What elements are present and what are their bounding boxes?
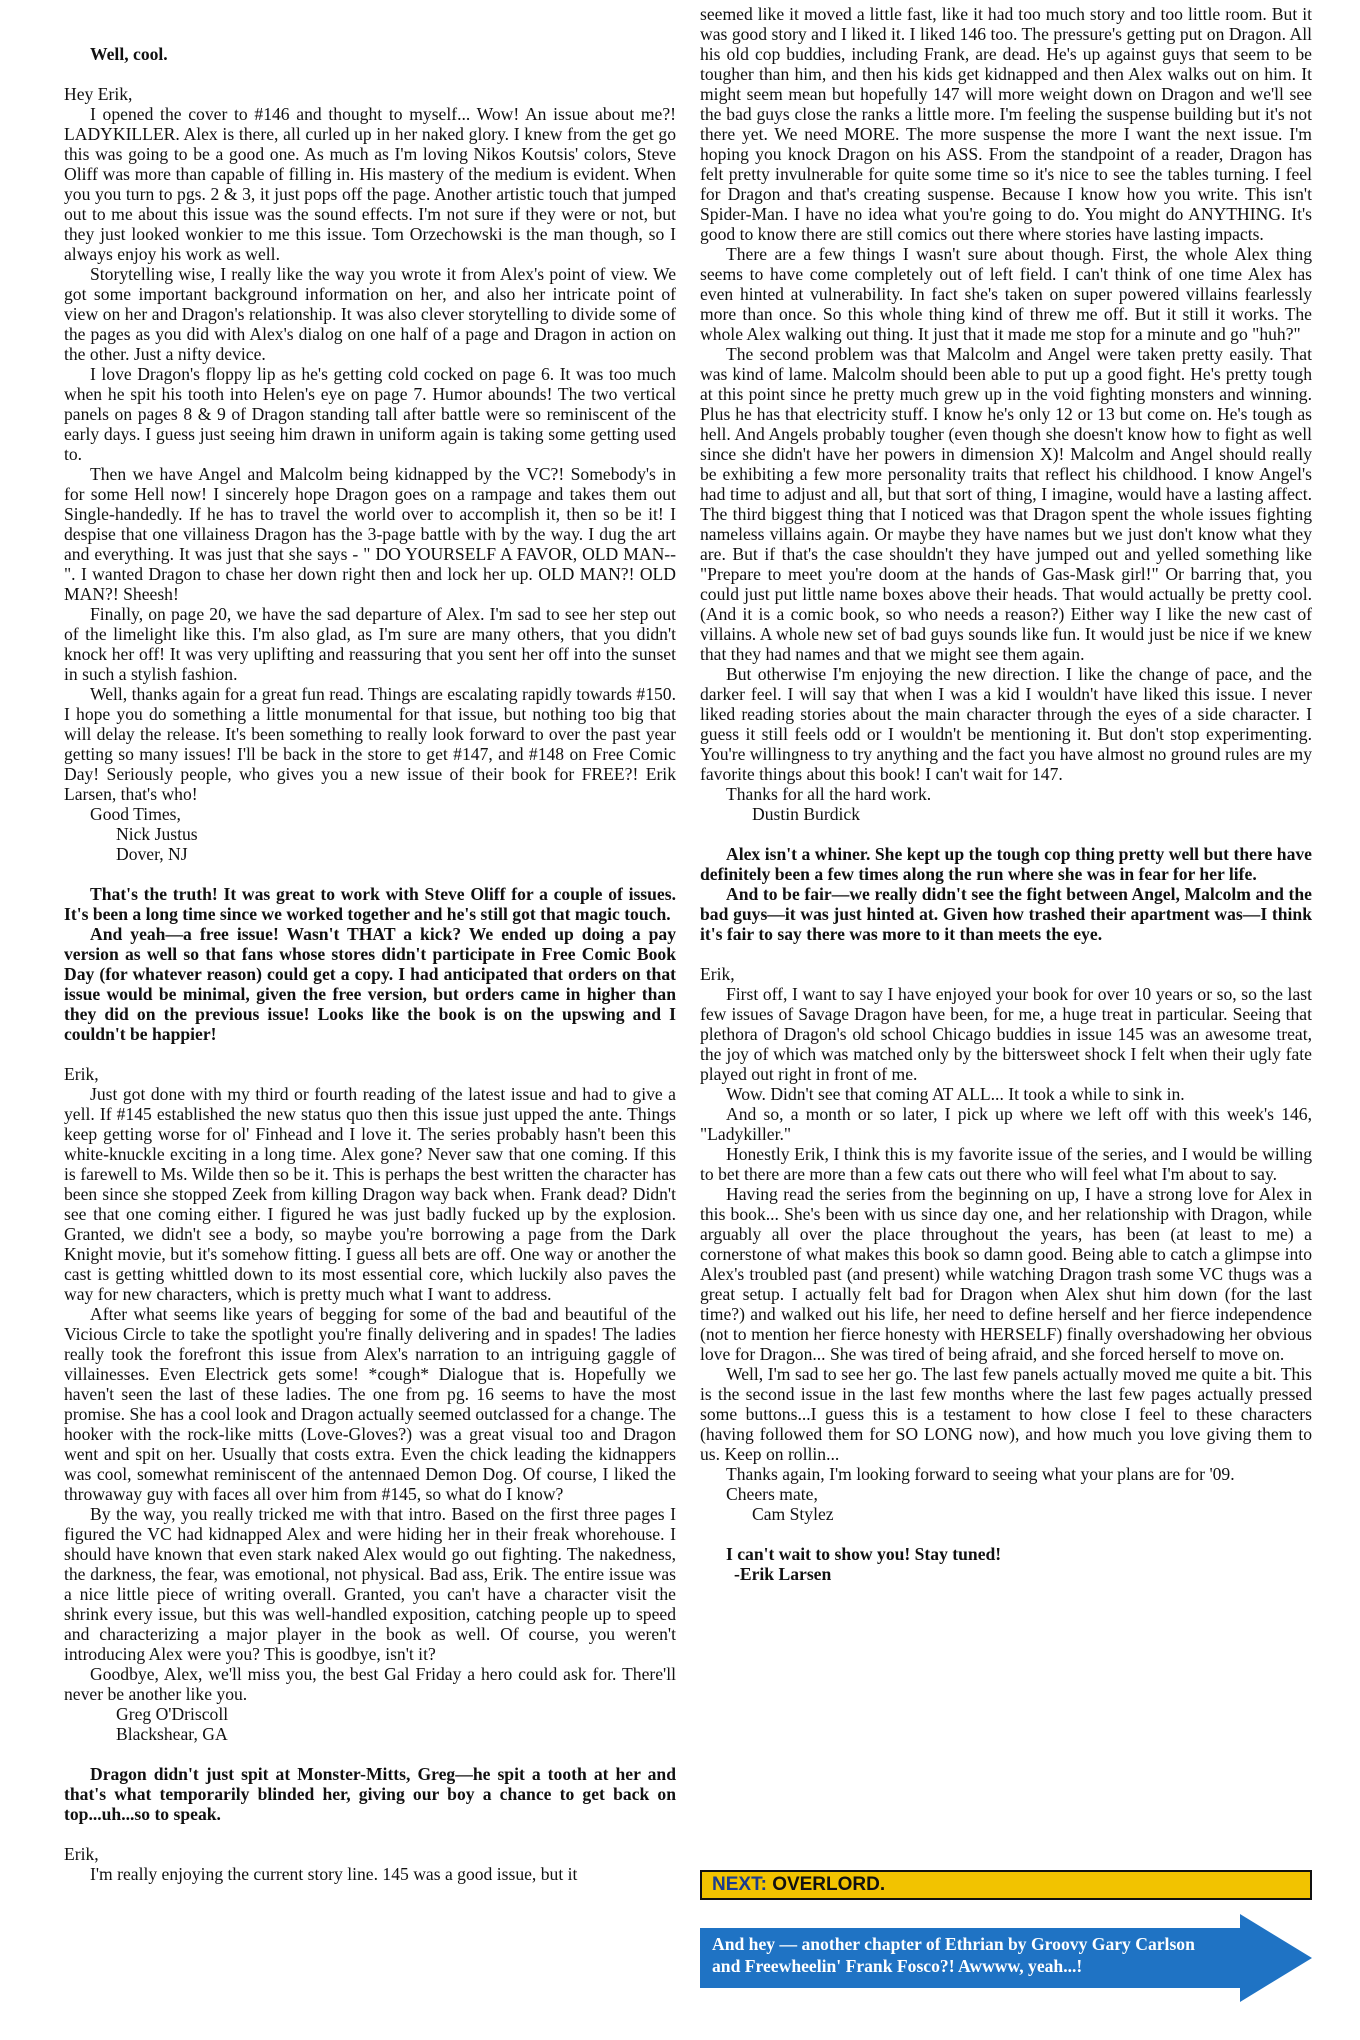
letter-paragraph: And so, a month or so later, I pick up where we left off with this week's 146, "Ladykiller." xyxy=(700,1104,1312,1144)
letter-paragraph: Wow. Didn't see that coming AT ALL... It took a while to sink in. xyxy=(726,1084,1185,1104)
reply-paragraph: Alex isn't a whiner. She kept up the tough cop thing pretty well but there have definitely been a few times along the run where she was in fear for her life. xyxy=(700,844,1312,884)
letter-salutation: Erik, xyxy=(64,1064,99,1084)
letter-greg-odriscoll xyxy=(64,1064,676,1744)
promo-text xyxy=(712,1933,1242,1977)
promo-line: And hey — another chapter of Ethrian by Groovy Gary Carlson xyxy=(712,1934,1195,1954)
letter-paragraph: Well, thanks again for a great fun read. Things are escalating rapidly towards #150. I hope you do something a little monumental for that issue, but nothing too big that will delay the release. It's been something to really look forward to over the past year getting so many issues! I'll be back in the store to get #147, and #148 on Free Comic Day! Seriously people, who gives you a new issue of their book for FREE?! Erik Larsen, that's who! xyxy=(64,684,676,804)
reply-paragraph: And to be fair—we really didn't see the fight between Angel, Malcolm and the bad guys—it was just hinted at. Given how trashed their apartment was—I think it's fair to say there was more to it than meets the eye. xyxy=(700,884,1312,944)
next-issue-box xyxy=(700,1870,1312,1900)
letter-paragraph: After what seems like years of begging for some of the bad and beautiful of the Vicious Circle to take the spotlight you're finally delivering and in spades! The ladies really took the forefront this issue from Alex's narration to an intriguing gaggle of villainesses. Even Electrick gets some! *cough* Dialogue that is. Hopefully we haven't seen the last of these ladies. The one from pg. 16 seems to have the most promise. She has a cool look and Dragon actually seemed outclassed for a change. The hooker with the rock-like mitts (Love-Gloves?) was a great visual too and Dragon went and spit on her. Usually that costs extra. Even the chick leading the kidnappers was cool, somewhat reminiscent of the antennaed Demon Dog. Of course, I liked the throwaway guy with faces all over him from #145, so what do I know? xyxy=(64,1304,676,1504)
next-title: OVERLORD. xyxy=(772,1874,886,1895)
right-column xyxy=(700,4,1312,1584)
letter-location: Dover, NJ xyxy=(116,844,188,864)
letter-paragraph: I love Dragon's floppy lip as he's getting cold cocked on page 6. It was too much when he spit his tooth into Helen's eye on page 7. Humor abounds! The two vertical panels on pages 8 & 9 of Dragon standing tall after battle were so reminiscent of the early days. I guess just seeing him drawn in uniform again is taking some getting used to. xyxy=(64,364,676,464)
letter-paragraph: There are a few things I wasn't sure about though. First, the whole Alex thing seems to have come completely out of left field. I can't think of one time Alex has even hinted at vulnerability. In fact she's taken on super powered villains fearlessly more than once. So this whole thing kind of threw me off. But it still it works. The whole Alex walking out thing. It just that it made me stop for a minute and go "huh?" xyxy=(700,244,1312,344)
letter-location: Blackshear, GA xyxy=(116,1724,228,1744)
letter-cam-stylez xyxy=(700,964,1312,1524)
letter-paragraph: Honestly Erik, I think this is my favorite issue of the series, and I would be willing to bet there are more than a few cats out there who will feel what I'm about to say. xyxy=(700,1144,1312,1184)
letter-closing: Good Times, xyxy=(90,804,181,824)
reply-paragraph: And yeah—a free issue! Wasn't THAT a kick? We ended up doing a pay version as well so that fans whose stores didn't participate in Free Comic Book Day (for whatever reason) could get a copy. I had anticipated that orders on that issue would be minimal, given the free version, but orders came in higher than they did on the previous issue! Looks like the book is on the upswing and I couldn't be happier! xyxy=(64,924,676,1044)
letter-paragraph: Just got done with my third or fourth reading of the latest issue and had to give a yell. If #145 established the new status quo then this issue just upped the ante. Things keep getting worse for ol' Finhead and I love it. The series probably hasn't been this white-knuckle exciting in a long time. Alex gone? Never saw that one coming. If this is farewell to Ms. Wilde then so be it. This is perhaps the best written the character has been since she stopped Zeek from killing Dragon way back when. Frank dead? Didn't see that one coming either. I figured he was just badly fucked up by the explosion. Granted, we didn't see a body, so maybe you're borrowing a page from the Dark Knight movie, but it's somehow fitting. I guess all bets are off. One way or another the cast is getting whittled down to its most essential core, which luckily also paves the way for new characters, which is pretty much what I want to address. xyxy=(64,1084,676,1304)
editor-reply: I can't wait to show you! Stay tuned! xyxy=(726,1544,1002,1564)
letter-salutation: Erik, xyxy=(700,964,735,984)
letter-author: Nick Justus xyxy=(116,824,198,844)
letter-paragraph: Storytelling wise, I really like the way you wrote it from Alex's point of view. We got some important background information on her, and also her intricate point of view on her and Dragon's relationship. It was also clever storytelling to divide some of the pages as you did with Alex's dialog on one half of a page and Dragon in action on the other. Just a nifty device. xyxy=(64,264,676,364)
letter-paragraph: Having read the series from the beginning on up, I have a strong love for Alex in this book... She's been with us since day one, and her relationship with Dragon, while arguably all over the place throughout the years, has been (at least to me) a cornerstone of what makes this book so damn good. Being able to catch a glimpse into Alex's troubled past (and present) while watching Dragon trash some VC thugs was a great setup. I actually felt bad for Dragon when Alex shut him down (for the last time?) and walked out his life, her need to define herself and her fierce independence (not to mention her fierce honesty with HERSELF) finally overshadowing her obvious love for Dragon... She was tired of being afraid, and she forced herself to move on. xyxy=(700,1184,1312,1364)
letter-paragraph: Finally, on page 20, we have the sad departure of Alex. I'm sad to see her step out of the limelight like this. I'm also glad, as I'm sure are many others, that you didn't knock her off! It was very uplifting and reassuring that you sent her off into the sunset in such a stylish fashion. xyxy=(64,604,676,684)
opening-reply: Well, cool. xyxy=(90,44,168,64)
letter-nick-justus xyxy=(64,84,676,864)
letter-closing: Cheers mate, xyxy=(726,1484,818,1504)
letter-author: Greg O'Driscoll xyxy=(116,1704,229,1724)
editor-signature: -Erik Larsen xyxy=(734,1564,832,1584)
letter-paragraph: I'm really enjoying the current story line. 145 was a good issue, but it xyxy=(90,1864,578,1884)
letter-paragraph: First off, I want to say I have enjoyed your book for over 10 years or so, so the last few issues of Savage Dragon have been, for me, a huge treat in particular. Seeing that plethora of Dragon's old school Chicago buddies in issue 145 was an awesome treat, the joy of which was matched only by the bittersweet shock I felt when their ugly fate played out right in front of me. xyxy=(700,984,1312,1084)
editor-reply xyxy=(700,844,1312,944)
letter-paragraph: I opened the cover to #146 and thought to myself... Wow! An issue about me?! LADYKILLER. Alex is there, all curled up in her naked glory. I knew from the get go this was going to be a good one. As much as I'm loving Nikos Koutsis' colors, Steve Oliff was more than capable of filling in. His mastery of the medium is evident. When you you turn to pgs. 2 & 3, it just pops off the page. Another artistic touch that jumped out to me about this issue was the sound effects. I'm not sure if they were or not, but they just looked wonkier to me this issue. Tom Orzechowski is the man though, so I always enjoy his work as well. xyxy=(64,104,676,264)
next-label: NEXT: xyxy=(712,1874,767,1895)
letter-dustin-burdick-start xyxy=(64,1844,676,1884)
letter-paragraph: But otherwise I'm enjoying the new direction. I like the change of pace, and the darker feel. I will say that when I was a kid I wouldn't have liked this issue. I never liked reading stories about the main character through the eyes of a side character. I guess it still feels odd or I wouldn't be mentioning it. But don't stop experimenting. You're willingness to try anything and the fact you have almost no ground rules are my favorite things about this book! I can't wait for 147. xyxy=(700,664,1312,784)
promo-line: and Freewheelin' Frank Fosco?! Awwww, yeah...! xyxy=(712,1956,1083,1976)
promo-arrow-banner xyxy=(700,1914,1312,2002)
letter-paragraph: Thanks again, I'm looking forward to seeing what your plans are for '09. xyxy=(726,1464,1235,1484)
letter-paragraph: Goodbye, Alex, we'll miss you, the best Gal Friday a hero could ask for. There'll never be another like you. xyxy=(64,1664,676,1704)
letter-closing: Thanks for all the hard work. xyxy=(726,784,932,804)
left-column xyxy=(64,44,676,1884)
letter-salutation: Hey Erik, xyxy=(64,84,133,104)
letter-paragraph: Well, I'm sad to see her go. The last few panels actually moved me quite a bit. This is the second issue in the last few months where the last few pages actually pressed some buttons...I guess this is a testament to how close I feel to these characters (having followed them for SO LONG now), and how much you love giving them to us. Keep on rollin... xyxy=(700,1364,1312,1464)
letter-paragraph: By the way, you really tricked me with that intro. Based on the first three pages I figured the VC had kidnapped Alex and were hiding her in their freak whorehouse. I should have known that even stark naked Alex would go out fighting. The nakedness, the darkness, the fear, was emotional, not physical. Bad ass, Erik. The entire issue was a nice little piece of writing overall. Granted, you can't have a character visit the shrink every issue, but this was well-handled exposition, catching people up to speed and characterizing a major player in the book as well. Of course, you weren't introducing Alex were you? This is goodbye, isn't it? xyxy=(64,1504,676,1664)
letter-author: Cam Stylez xyxy=(752,1504,834,1524)
reply-paragraph: That's the truth! It was great to work with Steve Oliff for a couple of issues. It's been a long time since we worked together and he's still got that magic touch. xyxy=(64,884,676,924)
editor-reply: Dragon didn't just spit at Monster-Mitts, Greg—he spit a tooth at her and that's what temporarily blinded her, giving our boy a chance to get back on top...uh...so to speak. xyxy=(64,1764,676,1824)
letter-salutation: Erik, xyxy=(64,1844,99,1864)
letter-paragraph: Then we have Angel and Malcolm being kidnapped by the VC?! Somebody's in for some Hell now! I sincerely hope Dragon goes on a rampage and takes them out Single-handedly. If he has to travel the world over to accomplish it, then so be it! I despise that one villainess Dragon has the 3-page battle with by the way. I dug the art and everything. It was just that she says - " DO YOURSELF A FAVOR, OLD MAN--". I wanted Dragon to chase her down right then and lock her up. OLD MAN?! OLD MAN?! Sheesh! xyxy=(64,464,676,604)
letter-paragraph: seemed like it moved a little fast, like it had too much story and too little room. But it was good story and I liked it. I liked 146 too. The pressure's getting put on Dragon. All his old cop buddies, including Frank, are dead. He's up against guys that seem to be tougher than him, and then his kids get kidnapped and then Alex walks out on him. It might seem mean but hopefully 147 will more weight down on Dragon and we'll see the bad guys close the ranks a little more. I'm feeling the suspense building but it's not there yet. We need MORE. The more suspense the more I want the next issue. I'm hoping you knock Dragon on his ASS. From the standpoint of a reader, Dragon has felt pretty invulnerable for quite some time so it's nice to see the tables turning. I feel for Dragon and that's creating suspense. Because I know how you write. This isn't Spider-Man. I have no idea what you're going to do. You might do ANYTHING. It's good to know there are still comics out there where stories have lasting impacts. xyxy=(700,4,1312,244)
letter-author: Dustin Burdick xyxy=(752,804,861,824)
letter-dustin-burdick-continued xyxy=(700,4,1312,824)
editor-reply xyxy=(64,884,676,1044)
letter-paragraph: The second problem was that Malcolm and Angel were taken pretty easily. That was kind of lame. Malcolm should been able to put up a good fight. He's pretty tough at this point since he pretty much grew up in the void fighting monsters and winning. Plus he has that electricity stuff. I know he's only 12 or 13 but come on. He's tough as hell. And Angels probably tougher (even though she doesn't know how to fight as well since she didn't have her powers in dimension X)! Malcolm and Angel should really be exhibiting a few more personality traits that reflect his childhood. I know Angel's had time to adjust and all, but that sort of thing, I imagine, would have a lasting affect. The third biggest thing that I noticed was that Dragon spent the whole issues fighting nameless villains again. Or maybe they have names but we just don't know what they are. But if that's the case shouldn't they have jumped out and yelled something like "Prepare to meet you're doom at the hands of Gas-Mask girl!" Or barring that, you could just put little name boxes above their heads. That would actually be pretty cool. (And it is a comic book, so who needs a reason?) Either way I like the new cast of villains. A whole new set of bad guys sounds like fun. It would just be nice if we knew that they had names and that we might see them again. xyxy=(700,344,1312,664)
